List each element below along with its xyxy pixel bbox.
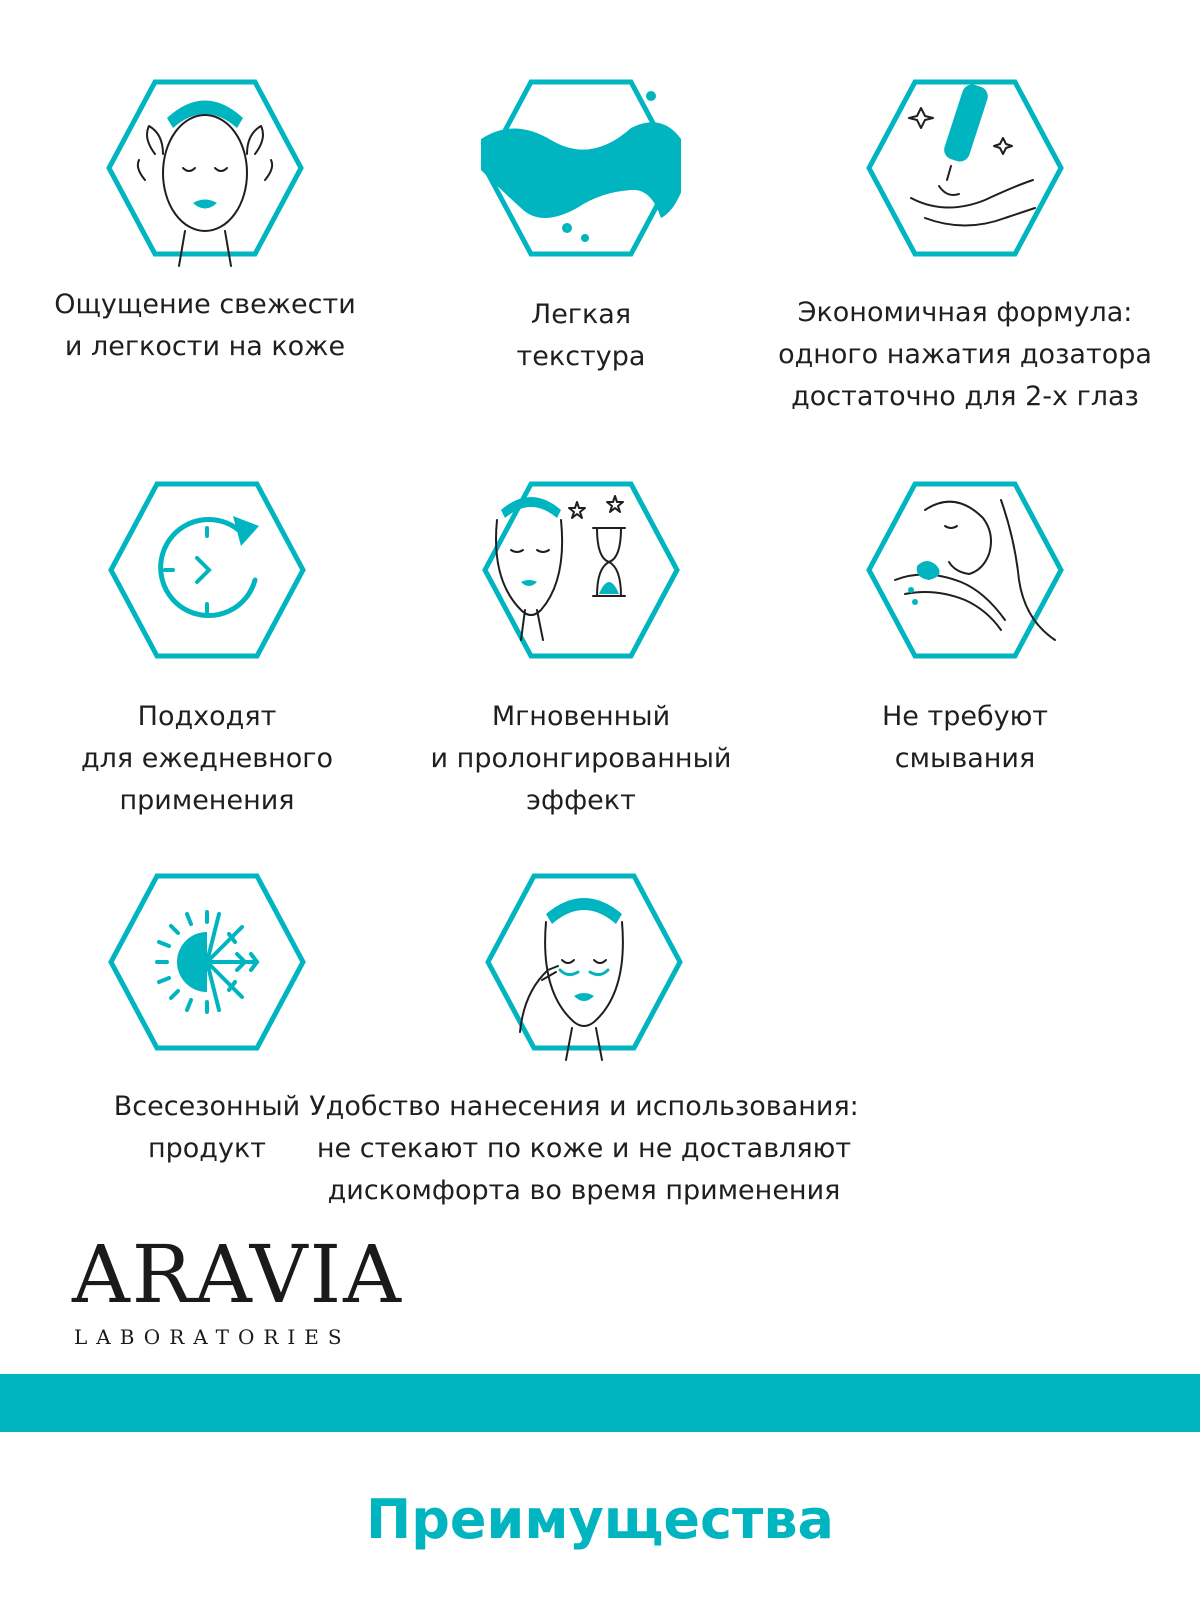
feature-economic-formula [770, 68, 1160, 418]
face-washing-icon [865, 470, 1065, 670]
feature-light-texture-caption: Легкая текстура [516, 299, 646, 372]
liquid-splash-icon [481, 68, 681, 268]
feature-easy-application-caption: Удобство нанесения и использования: не стекают по коже и не доставляют дискомфорта во время применения [309, 1091, 859, 1206]
feature-no-rinse-caption: Не требуют смывания [881, 701, 1049, 774]
face-hourglass-icon [481, 470, 681, 670]
page-title: Преимущества [366, 1488, 834, 1551]
face-with-leaves-icon [105, 68, 305, 268]
feature-freshness [10, 68, 400, 388]
feature-economic-formula-caption: Экономичная формула: одного нажатия дозатора достаточно для 2-х глаз [778, 297, 1152, 412]
dispenser-hand-icon [865, 68, 1065, 268]
feature-no-rinse [770, 470, 1160, 790]
feature-easy-application [264, 862, 904, 1222]
feature-instant-effect-caption: Мгновенный и пролонгированный эффект [430, 701, 732, 816]
brand-logo-sub: LABORATORIES [74, 1325, 351, 1349]
feature-freshness-caption: Ощущение свежести и легкости на коже [54, 289, 356, 362]
feature-daily-use [12, 470, 402, 820]
accent-band [0, 1374, 1200, 1432]
face-applying-patch-icon [484, 862, 684, 1062]
feature-instant-effect [386, 470, 776, 820]
clock-arrow-icon [107, 470, 307, 670]
feature-all-season-caption: Всесезонный продукт [113, 1091, 301, 1164]
brand-logo [72, 1230, 412, 1350]
feature-light-texture [386, 68, 776, 388]
feature-daily-use-caption: Подходят для ежедневного применения [80, 701, 334, 816]
brand-logo-main: ARAVIA [72, 1228, 403, 1321]
